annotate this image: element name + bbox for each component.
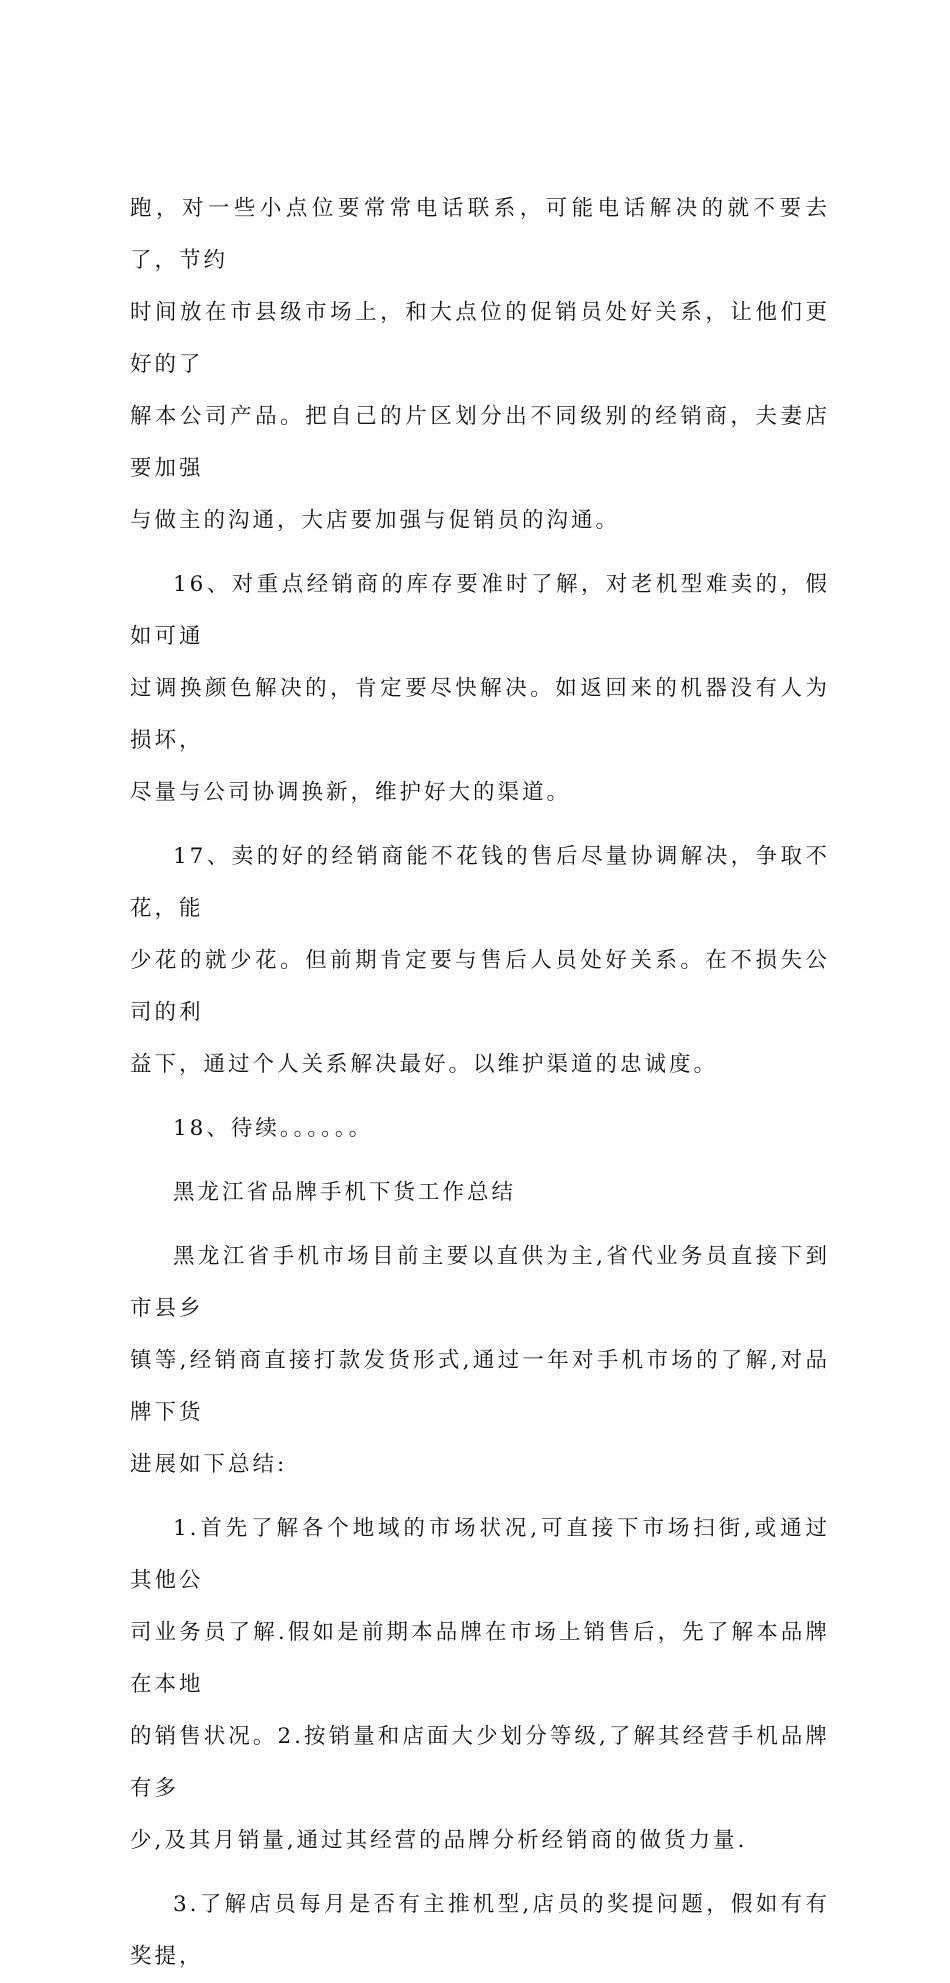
text-line: 尽量与公司协调换新，维护好大的渠道。: [130, 780, 572, 805]
text-line: 黑龙江省手机市场目前主要以直供为主,省代业务员直接下到市县乡: [130, 1244, 830, 1321]
paragraph-market-intro: [130, 1231, 830, 1491]
text-line: 时间放在市县级市场上，和大点位的促销员处好关系，让他们更好的了: [130, 300, 830, 377]
paragraph-channel-visits: [130, 183, 830, 547]
text-line: 镇等,经销商直接打款发货形式,通过一年对手机市场的了解,对品牌下货: [130, 1348, 830, 1425]
text-line: 3.了解店员每月是否有主推机型,店员的奖提问题，假如有有奖提，: [130, 1892, 830, 1969]
text-line: 的销售状况。2.按销量和店面大少划分等级,了解其经营手机品牌有多: [130, 1724, 830, 1801]
text-line: 1.首先了解各个地域的市场状况,可直接下市场扫街,或通过其他公: [130, 1516, 830, 1593]
document-body: [130, 183, 830, 1983]
text-line: 进展如下总结:: [130, 1452, 288, 1477]
text-line: 16、对重点经销商的库存要准时了解，对老机型难卖的，假如可通: [130, 572, 830, 649]
text-line: 与做主的沟通，大店要加强与促销员的沟通。: [130, 508, 621, 533]
text-line: 过调换颜色解决的，肯定要尽快解决。如返回来的机器没有人为损坏，: [130, 676, 830, 753]
paragraph-item-18: [130, 1103, 830, 1155]
text-line: 少,及其月销量,通过其经营的品牌分析经销商的做货力量.: [130, 1828, 748, 1853]
text-line: 17、卖的好的经销商能不花钱的售后尽量协调解决，争取不花，能: [130, 844, 830, 921]
text-line: 解本公司产品。把自己的片区划分出不同级别的经销商，夫妻店要加强: [130, 404, 830, 481]
text-line: 跑，对一些小点位要常常电话联系，可能电话解决的就不要去了，节约: [130, 196, 830, 273]
text-line: 少花的就少花。但前期肯定要与售后人员处好关系。在不损失公司的利: [130, 948, 830, 1025]
paragraph-item-17: [130, 831, 830, 1091]
text-line: 司业务员了解.假如是前期本品牌在市场上销售后，先了解本品牌在本地: [130, 1620, 830, 1697]
heading-line: 黑龙江省品牌手机下货工作总结: [173, 1180, 517, 1205]
paragraph-points-1-2: [130, 1503, 830, 1867]
section-heading: [130, 1167, 830, 1219]
paragraph-item-16: [130, 559, 830, 819]
text-line: 18、待续。。。。。。: [173, 1116, 374, 1141]
paragraph-point-3: [130, 1879, 830, 1983]
text-line: 益下，通过个人关系解决最好。以维护渠道的忠诚度。: [130, 1052, 719, 1077]
